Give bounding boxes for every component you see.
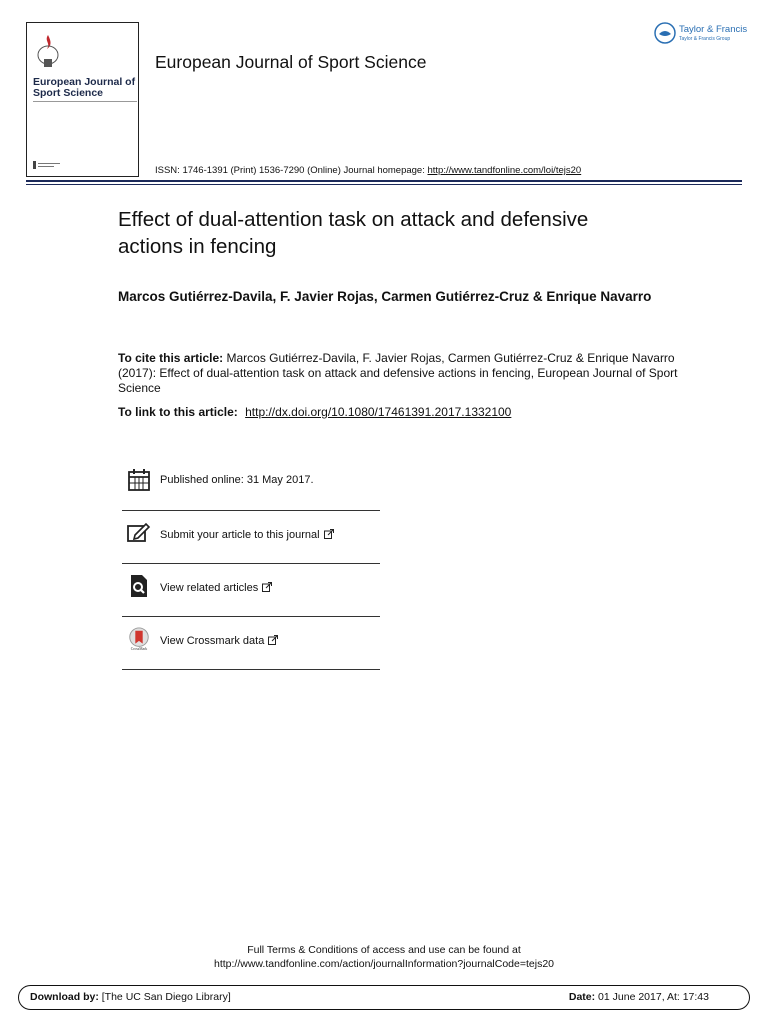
- terms-line-1: Full Terms & Conditions of access and use can be found at: [247, 944, 521, 956]
- cover-title: European Journal of Sport Science: [33, 76, 136, 99]
- crossmark-link[interactable]: [160, 635, 278, 647]
- cite-label: To cite this article:: [118, 351, 224, 365]
- calendar-icon: [127, 468, 151, 492]
- crossmark-text: View Crossmark data: [160, 635, 265, 647]
- terms-url[interactable]: http://www.tandfonline.com/action/journalInformation?journalCode=tejs20: [214, 958, 554, 970]
- publisher-logo[interactable]: [654, 22, 754, 48]
- publisher-group: Taylor & Francis Group: [679, 36, 731, 42]
- date-label: Date:: [568, 991, 596, 1003]
- crossmark-row[interactable]: [122, 617, 380, 670]
- download-date: [569, 991, 709, 1003]
- publisher-mark-icon: [33, 161, 63, 169]
- article-info-list: [122, 458, 380, 670]
- download-info: [30, 991, 231, 1003]
- issn-line: [155, 165, 581, 176]
- published-online-text: Published online: 31 May 2017.: [160, 474, 314, 486]
- external-link-icon: [268, 635, 278, 645]
- related-articles-row[interactable]: [122, 564, 380, 617]
- document-search-icon: [127, 574, 151, 598]
- date-value: 01 June 2017, At: 17:43: [595, 991, 709, 1003]
- published-online-row: [122, 458, 380, 511]
- submit-article-text: Submit your article to this journal: [160, 529, 320, 541]
- doi-link[interactable]: http://dx.doi.org/10.1080/17461391.2017.1332100: [245, 405, 512, 419]
- crossmark-icon: [127, 627, 151, 651]
- download-label: Download by:: [30, 991, 99, 1003]
- article-title: Effect of dual-attention task on attack and defensive actions in fencing: [118, 208, 589, 258]
- external-link-icon: [324, 529, 334, 539]
- related-articles-text: View related articles: [160, 582, 259, 594]
- download-value: [The UC San Diego Library]: [98, 991, 231, 1003]
- journal-name: European Journal of Sport Science: [155, 52, 427, 72]
- submit-article-row[interactable]: [122, 511, 380, 564]
- edit-pencil-icon: [127, 521, 151, 545]
- journal-cover: [26, 22, 139, 177]
- crossmark-badge-text: CrossMark: [130, 647, 148, 651]
- related-articles-link[interactable]: [160, 582, 272, 594]
- article-authors: Marcos Gutiérrez-Davila, F. Javier Rojas, Carmen Gutiérrez-Cruz & Enrique Navarro: [118, 289, 652, 304]
- cover-divider: [33, 101, 137, 104]
- publisher-name: Taylor & Francis: [679, 24, 748, 35]
- journal-homepage-link[interactable]: http://www.tandfonline.com/loi/tejs20: [427, 165, 582, 176]
- cite-text: Marcos Gutiérrez-Davila, F. Javier Rojas, Carmen Gutiérrez-Cruz & Enrique Navarro (2017): Effect of dual-attention task on attack and defensive actions in fencing, European Journal of Sport Science: [118, 351, 678, 395]
- external-link-icon: [262, 582, 272, 592]
- terms-notice: [0, 943, 768, 971]
- citation: [118, 351, 678, 396]
- issn-text: ISSN: 1746-1391 (Print) 1536-7290 (Online) Journal homepage:: [155, 165, 428, 176]
- download-footer: [18, 985, 750, 1010]
- torch-emblem-icon: [35, 33, 61, 71]
- article-link-line: [118, 405, 678, 419]
- submit-article-link[interactable]: [160, 529, 334, 541]
- header-rule: [26, 180, 742, 182]
- link-label: To link to this article:: [118, 405, 242, 419]
- taylor-francis-icon: [654, 22, 676, 44]
- header-rule-thin: [26, 184, 742, 185]
